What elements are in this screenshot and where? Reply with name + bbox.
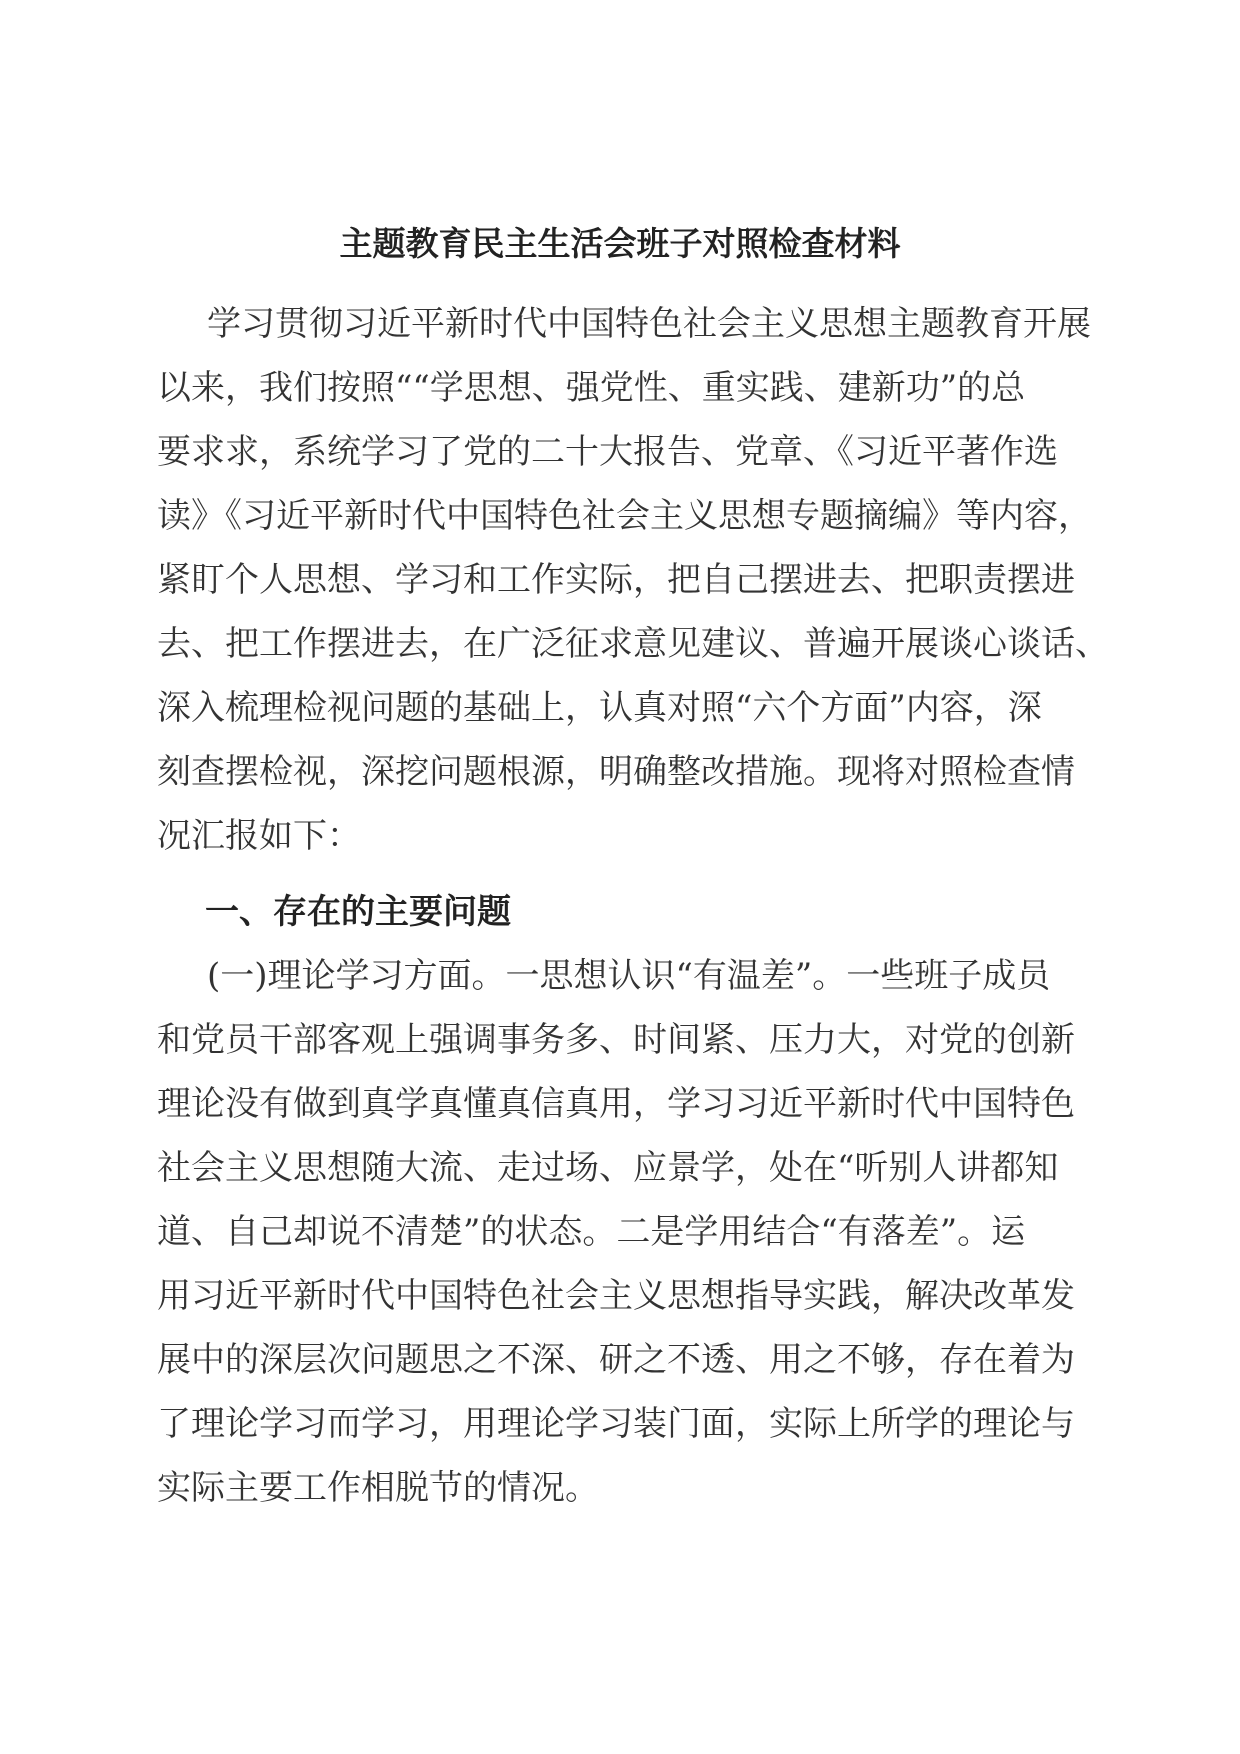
intro-line: 要求求，系统学习了党的二十大报告、党章、《习近平著作选: [157, 432, 1058, 472]
intro-paragraph: [157, 292, 1109, 868]
section-line: 展中的深层次问题思之不深、研之不透、用之不够，存在着为: [157, 1340, 1075, 1380]
intro-line: 以来，我们按照““学思想、强党性、重实践、建新功”的总: [157, 368, 1026, 408]
intro-line: 深入梳理检视问题的基础上，认真对照“六个方面”内容，深: [157, 688, 1042, 728]
section-line: 社会主义思想随大流、走过场、应景学，处在“听别人讲都知: [157, 1148, 1059, 1188]
section-line: (一)理论学习方面。一思想认识“有温差”。一些班子成员: [207, 956, 1051, 996]
section-paragraph: [157, 944, 1087, 1520]
section-line: 了理论学习而学习，用理论学习装门面，实际上所学的理论与: [157, 1404, 1075, 1444]
section-line: 理论没有做到真学真懂真信真用，学习习近平新时代中国特色: [157, 1084, 1075, 1124]
document-title: 主题教育民主生活会班子对照检查材料: [339, 224, 901, 263]
intro-line: 去、把工作摆进去，在广泛征求意见建议、普遍开展谈心谈话、: [157, 624, 1109, 664]
section-line: 用习近平新时代中国特色社会主义思想指导实践，解决改革发: [157, 1276, 1075, 1316]
section-line: 实际主要工作相脱节的情况。: [157, 1468, 599, 1508]
intro-line: 刻查摆检视，深挖问题根源，明确整改措施。现将对照检查情: [157, 752, 1075, 792]
section-heading: 一、存在的主要问题: [205, 892, 511, 932]
intro-line: 紧盯个人思想、学习和工作实际，把自己摆进去、把职责摆进: [157, 560, 1075, 600]
section-line: 道、自己却说不清楚”的状态。二是学用结合“有落差”。运: [157, 1212, 1026, 1252]
section-line: 和党员干部客观上强调事务多、时间紧、压力大，对党的创新: [157, 1020, 1075, 1060]
intro-line: 学习贯彻习近平新时代中国特色社会主义思想主题教育开展: [207, 304, 1091, 344]
intro-line: 况汇报如下：: [157, 816, 361, 856]
intro-line: 读》《习近平新时代中国特色社会主义思想专题摘编》等内容，: [157, 496, 1092, 536]
